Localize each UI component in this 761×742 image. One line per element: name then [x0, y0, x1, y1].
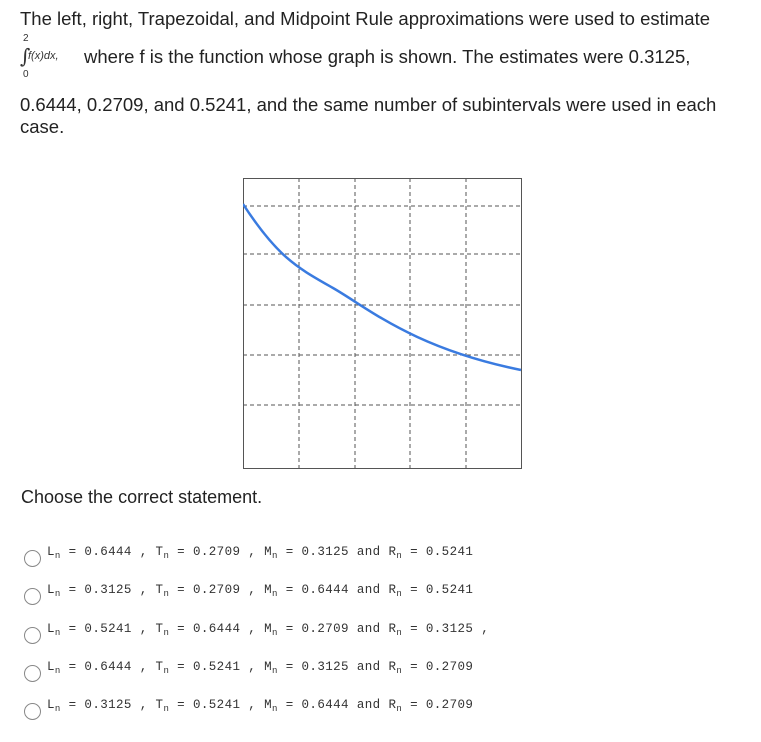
option-2-text: $L_n = 0.3125$ , $T_n = 0.2709$ , $M_n = 0.6444$ and $R_n = 0.5241$ [47, 583, 474, 599]
question-line-1: The left, right, Trapezoidal, and Midpoint Rule approximations were used to estimate [20, 8, 711, 29]
option-5[interactable] [24, 694, 584, 720]
integrand: f(x)dx, [28, 50, 59, 62]
function-graph [243, 178, 523, 470]
option-3[interactable] [24, 618, 584, 644]
question-line-3: 0.6444, 0.2709, and 0.5241, and the same number of subintervals were used in each case. [20, 94, 717, 137]
radio-button[interactable] [24, 550, 41, 567]
radio-button[interactable] [24, 665, 41, 682]
question-text [20, 8, 745, 138]
option-1[interactable] [24, 541, 584, 567]
grid-lines [243, 178, 522, 469]
graph-border [244, 179, 522, 469]
definite-integral [20, 32, 78, 82]
option-4-text: $L_n = 0.6444$ , $T_n = 0.5241$ , $M_n = 0.3125$ and $R_n = 0.2709$ [47, 660, 474, 676]
radio-button[interactable] [24, 627, 41, 644]
integral-lower-limit: 0 [23, 69, 29, 80]
graph-grid [243, 178, 522, 469]
option-3-text: $L_n = 0.5241$ , $T_n = 0.6444$ , $M_n = 0.2709$ and $R_n = 0.3125$ , [47, 622, 490, 638]
radio-button[interactable] [24, 703, 41, 720]
choose-prompt: Choose the correct statement. [21, 487, 263, 507]
option-2[interactable] [24, 579, 584, 605]
function-curve [243, 204, 521, 370]
question-line-2-text: where f is the function whose graph is shown. The estimates were 0.3125, [84, 46, 691, 67]
option-5-text: $L_n = 0.3125$ , $T_n = 0.5241$ , $M_n = 0.6444$ and $R_n = 0.2709$ [47, 698, 474, 714]
question-line-2 [20, 32, 745, 82]
integral-sign-icon: ∫ [20, 44, 31, 68]
option-4[interactable] [24, 656, 584, 682]
radio-button[interactable] [24, 588, 41, 605]
option-1-text: $L_n = 0.6444$ , $T_n = 0.2709$ , $M_n = 0.3125$ and $R_n = 0.5241$ [47, 545, 474, 561]
integral-upper-limit: 2 [23, 33, 29, 44]
